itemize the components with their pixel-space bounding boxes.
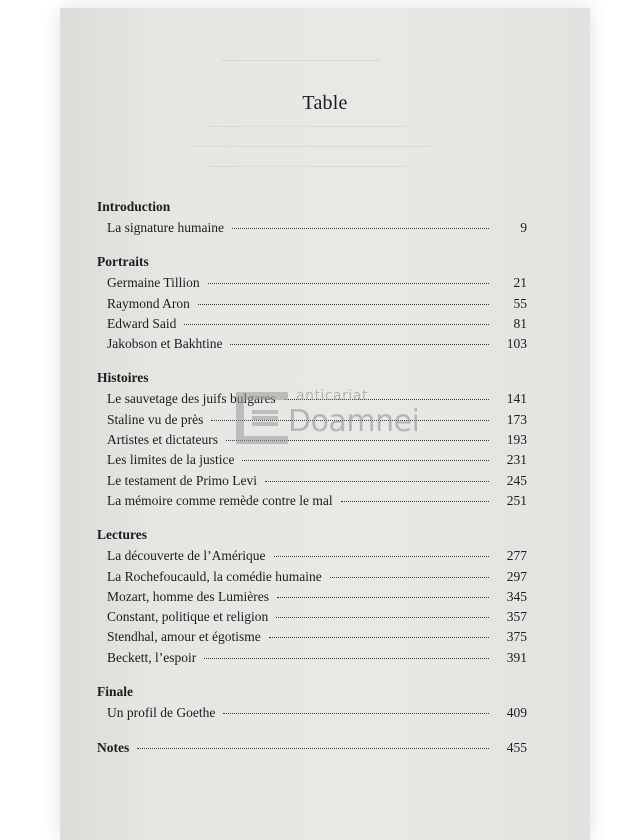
entry-page: 391 <box>506 649 527 665</box>
bleed-through-line <box>210 126 410 127</box>
dot-leader <box>230 344 489 345</box>
entry-label: Edward Said <box>107 315 177 331</box>
entry-page: 173 <box>506 411 527 427</box>
entry-page: 141 <box>506 391 527 407</box>
dot-leader <box>211 420 489 421</box>
bleed-through-line <box>210 166 410 167</box>
toc-entry <box>97 587 527 607</box>
toc-entry <box>97 273 527 293</box>
page-title: Table <box>302 92 348 114</box>
entry-page: 55 <box>513 295 527 311</box>
dot-leader <box>274 556 489 557</box>
entry-page: 345 <box>506 588 527 604</box>
entry-label: Stendhal, amour et égotisme <box>107 629 261 645</box>
toc-entry <box>97 314 527 334</box>
toc-entry <box>97 294 527 314</box>
dot-leader <box>208 283 489 284</box>
section-title: Finale <box>97 684 133 700</box>
toc-entry <box>97 218 527 238</box>
entry-label: Beckett, l’espoir <box>107 649 197 665</box>
entry-page: 277 <box>506 548 527 564</box>
entry-page: 9 <box>520 220 527 235</box>
book-page <box>60 8 590 840</box>
toc-entry <box>97 703 527 723</box>
entry-label: La signature humaine <box>107 220 224 235</box>
entry-page: 193 <box>506 432 527 448</box>
bleed-through-line <box>220 60 380 61</box>
notes-page: 455 <box>506 740 527 756</box>
toc-entry <box>97 410 527 430</box>
section-title: Introduction <box>97 199 171 214</box>
table-of-contents <box>97 198 527 758</box>
entry-page: 375 <box>506 629 527 645</box>
dot-leader <box>184 324 489 325</box>
entry-label: Un profil de Goethe <box>107 705 216 721</box>
toc-section-finale <box>97 683 527 723</box>
entry-label: Mozart, homme des Lumières <box>107 588 269 604</box>
dot-leader <box>204 658 489 659</box>
toc-entry-notes <box>97 738 527 758</box>
entry-label: La Rochefoucauld, la comédie humaine <box>107 568 322 584</box>
dot-leader <box>198 304 489 305</box>
toc-section-lectures <box>97 526 527 668</box>
entry-label: Le sauvetage des juifs bulgares <box>107 391 276 407</box>
entry-label: Le testament de Primo Levi <box>107 472 257 488</box>
bleed-through-line <box>190 146 430 147</box>
entry-label: Germaine Tillion <box>107 275 200 291</box>
toc-entry <box>97 491 527 511</box>
entry-label: La mémoire comme remède contre le mal <box>107 492 333 508</box>
entry-label: Jakobson et Bakhtine <box>107 336 223 352</box>
dot-leader <box>330 577 489 578</box>
dot-leader <box>232 228 489 229</box>
notes-label: Notes <box>97 740 130 756</box>
entry-page: 103 <box>506 336 527 352</box>
entry-page: 245 <box>506 472 527 488</box>
toc-entry <box>97 607 527 627</box>
entry-page: 357 <box>506 609 527 625</box>
dot-leader <box>284 399 489 400</box>
toc-entry <box>97 648 527 668</box>
dot-leader <box>137 748 489 749</box>
section-title: Histoires <box>97 370 149 386</box>
watermark-top-text: anticariat <box>296 388 368 404</box>
entry-page: 231 <box>506 452 527 468</box>
dot-leader <box>242 460 489 461</box>
toc-entry <box>97 627 527 647</box>
toc-entry <box>97 389 527 409</box>
dot-leader <box>226 440 489 441</box>
watermark-main-text: Doamnei <box>288 404 420 439</box>
entry-label: Artistes et dictateurs <box>107 432 218 448</box>
toc-section-introduction <box>97 198 527 238</box>
entry-label: Raymond Aron <box>107 295 190 311</box>
entry-label: La découverte de l’Amérique <box>107 548 266 564</box>
toc-section-histoires <box>97 369 527 511</box>
entry-page: 21 <box>513 275 527 291</box>
toc-entry <box>97 546 527 566</box>
entry-label: Constant, politique et religion <box>107 609 269 625</box>
section-title: Portraits <box>97 254 149 270</box>
entry-page: 297 <box>506 568 527 584</box>
entry-page: 251 <box>506 492 527 508</box>
section-title: Lectures <box>97 527 147 543</box>
toc-entry <box>97 450 527 470</box>
dot-leader <box>276 617 489 618</box>
toc-entry <box>97 334 527 354</box>
entry-label: Les limites de la justice <box>107 452 235 468</box>
entry-page: 81 <box>513 315 527 331</box>
toc-entry <box>97 567 527 587</box>
dot-leader <box>341 501 489 502</box>
dot-leader <box>277 597 489 598</box>
toc-entry <box>97 430 527 450</box>
toc-entry <box>97 471 527 491</box>
dot-leader <box>265 481 489 482</box>
toc-section-portraits <box>97 253 527 354</box>
dot-leader <box>223 713 489 714</box>
dot-leader <box>269 637 489 638</box>
entry-page: 409 <box>506 705 527 721</box>
entry-label: Staline vu de près <box>107 411 204 427</box>
